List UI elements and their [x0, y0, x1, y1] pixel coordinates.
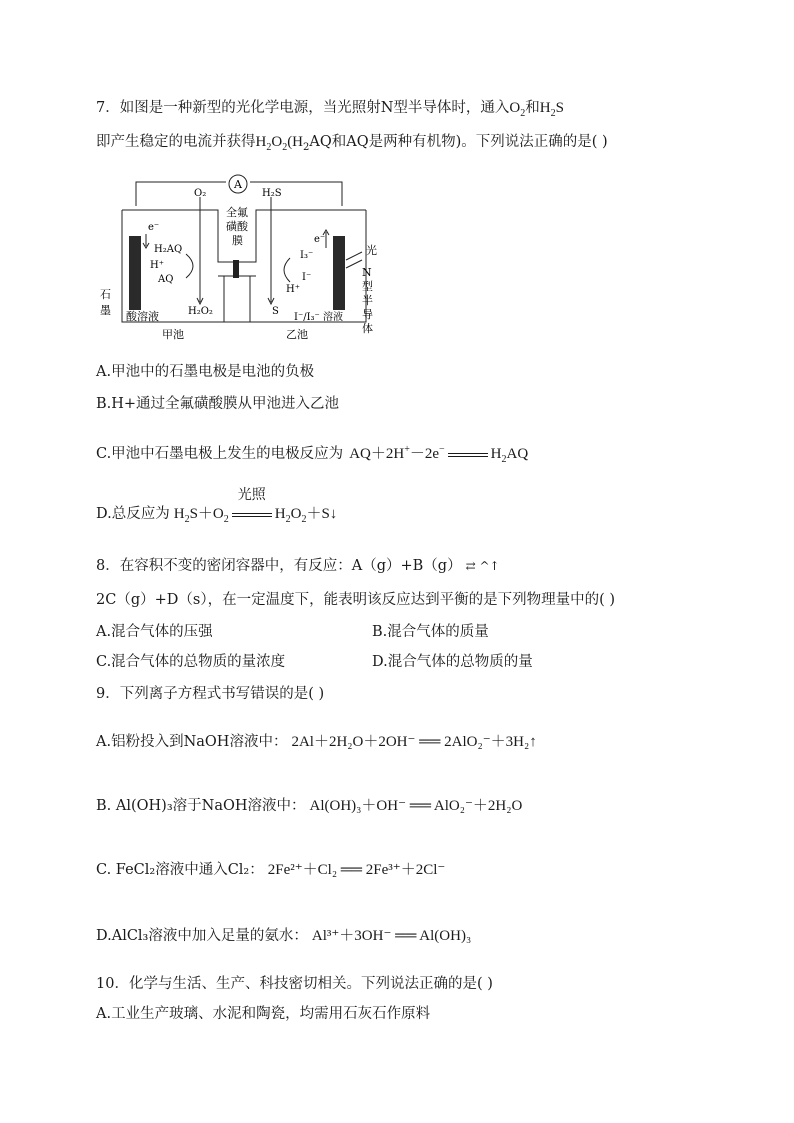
q8-option-d[interactable]: D.混合气体的总物质的量: [372, 654, 533, 670]
svg-text:H₂AQ: H₂AQ: [154, 244, 183, 255]
q7-option-a[interactable]: A.甲池中的石墨电极是电池的负极: [96, 364, 315, 380]
svg-text:酸溶液: 酸溶液: [126, 310, 159, 323]
q9-option-d[interactable]: D.AlCl₃溶液中加入足量的氨水： Al³⁺＋3OH⁻ ══ Al(OH)₃: [96, 928, 472, 944]
q7-option-c[interactable]: C.甲池中石墨电极上发生的电极反应为 AQ＋2H+－2e− $H_2AQ$: [96, 444, 529, 465]
svg-text:H₂O₂: H₂O₂: [188, 306, 213, 317]
q8-line1: 8．在容积不变的密闭容器中，有反应：A（g）+B（g） ⇄ ^↑: [96, 558, 500, 574]
svg-text:H⁺: H⁺: [150, 260, 164, 271]
membrane: [233, 260, 239, 278]
svg-text:甲池: 甲池: [162, 328, 184, 341]
q9-option-a[interactable]: A.铝粉投入到NaOH溶液中： 2Al＋2H₂O＋2OH⁻ ══ 2AlO₂⁻＋3H₂↑: [96, 734, 537, 750]
n-semiconductor-electrode: [333, 236, 345, 310]
photochemical-cell-diagram: [96, 172, 396, 342]
svg-text:全氟: 全氟: [226, 206, 248, 219]
svg-text:体: 体: [362, 322, 373, 335]
q7-line2: 即产生稳定的电流并获得$H_2O_2(H_2AQ$和AQ是两种有机物)。下列说法正确的是( ): [96, 134, 608, 153]
svg-text:N: N: [362, 266, 372, 279]
q9-line1: 9．下列离子方程式书写错误的是( ): [96, 686, 325, 702]
q8-option-a[interactable]: A.混合气体的压强: [96, 624, 213, 640]
svg-text:H⁺: H⁺: [286, 284, 300, 295]
svg-text:e⁻: e⁻: [148, 222, 160, 233]
svg-text:石: 石: [100, 288, 111, 301]
svg-text:墨: 墨: [100, 304, 111, 317]
q8-line2: 2C（g）+D（s），在一定温度下，能表明该反应达到平衡的是下列物理量中的( ): [96, 592, 615, 608]
svg-text:O₂: O₂: [194, 188, 207, 199]
q8-options-row1: [96, 622, 489, 642]
q9-option-c[interactable]: C. FeCl₂溶液中通入Cl₂： 2Fe²⁺＋Cl₂ ══ 2Fe³⁺＋2Cl⁻: [96, 862, 446, 878]
svg-text:膜: 膜: [232, 234, 243, 247]
q9-option-b[interactable]: B. Al(OH)₃溶于NaOH溶液中： Al(OH)₃＋OH⁻ ══ AlO₂⁻＋2H₂O: [96, 798, 523, 814]
q8-options-row2: [96, 652, 533, 672]
q7-line1: 7．如图是一种新型的光化学电源，当光照射N型半导体时，通入$O_2$和$H_2S$: [96, 100, 564, 119]
q10-option-a[interactable]: A.工业生产玻璃、水泥和陶瓷，均需用石灰石作原料: [96, 1006, 431, 1022]
svg-text:乙池: 乙池: [286, 328, 308, 341]
graphite-electrode: [129, 236, 141, 310]
svg-text:H₂S: H₂S: [262, 188, 282, 199]
q8-option-c[interactable]: C.混合气体的总物质的量浓度: [96, 654, 286, 670]
q8-option-b[interactable]: B.混合气体的质量: [372, 624, 489, 640]
svg-text:e⁻: e⁻: [314, 234, 326, 245]
svg-text:S: S: [272, 306, 279, 317]
svg-text:磺酸: 磺酸: [226, 220, 248, 233]
q10-line1: 10．化学与生活、生产、科技密切相关。下列说法正确的是( ): [96, 976, 493, 992]
svg-text:I₃⁻: I₃⁻: [300, 250, 314, 261]
svg-text:导: 导: [362, 308, 373, 321]
svg-text:I⁻: I⁻: [302, 272, 312, 283]
q7-option-b[interactable]: B.H+通过全氟磺酸膜从甲池进入乙池: [96, 396, 340, 412]
ammeter-label: A: [234, 178, 242, 191]
svg-text:I⁻/I₃⁻ 溶液: I⁻/I₃⁻ 溶液: [294, 312, 344, 323]
q7-option-d[interactable]: D.总反应为 $H_2S+O_2$ 光照 $H_2O_2+S↓$: [96, 488, 338, 525]
svg-text:光: 光: [366, 244, 377, 257]
svg-text:型: 型: [362, 280, 373, 293]
svg-text:半: 半: [362, 294, 373, 307]
svg-text:AQ: AQ: [158, 274, 174, 285]
